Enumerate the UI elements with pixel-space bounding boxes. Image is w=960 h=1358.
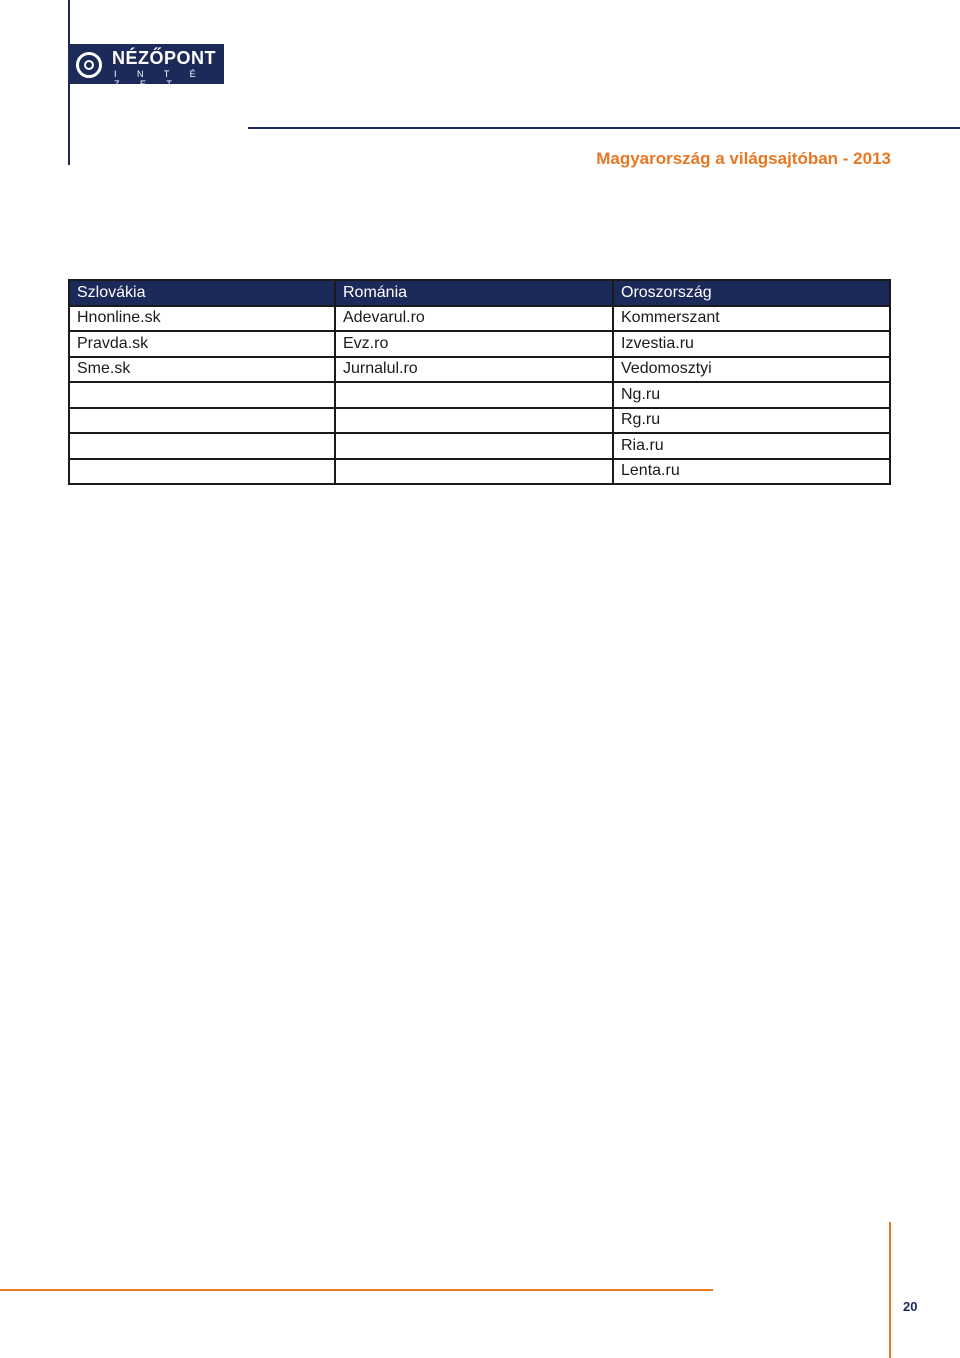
table-header-row [69,280,890,306]
table-cell [335,459,613,485]
table-cell: Rg.ru [613,408,890,434]
logo-name: NÉZŐPONT [112,48,217,68]
table-cell: Lenta.ru [613,459,890,485]
footer-vertical-rule [889,1222,891,1358]
table-cell: Hnonline.sk [69,306,335,332]
media-table [68,279,891,485]
footer-rule [0,1289,713,1291]
page-number: 20 [903,1299,918,1314]
table-cell: Adevarul.ro [335,306,613,332]
table-cell: Pravda.sk [69,331,335,357]
table-row [69,459,890,485]
table-cell: Vedomosztyi [613,357,890,383]
header-cell-slovakia: Szlovákia [69,280,335,306]
table-row [69,306,890,332]
table-cell [335,433,613,459]
header-cell-romania: Románia [335,280,613,306]
table-cell: Ria.ru [613,433,890,459]
table-cell: Izvestia.ru [613,331,890,357]
table-row [69,382,890,408]
table-cell [69,382,335,408]
header-rule [248,127,960,129]
table-row [69,408,890,434]
table-cell [69,433,335,459]
table-cell: Jurnalul.ro [335,357,613,383]
table-cell: Ng.ru [613,382,890,408]
table-cell [69,408,335,434]
table-cell [69,459,335,485]
table-cell: Evz.ro [335,331,613,357]
nezopont-logo [70,44,224,89]
table-cell: Kommerszant [613,306,890,332]
table-row [69,357,890,383]
header-cell-russia: Oroszország [613,280,890,306]
logo-subtitle: I N T É Z E T [114,69,205,89]
table-cell: Sme.sk [69,357,335,383]
table-row [69,433,890,459]
table-cell [335,382,613,408]
table-row [69,331,890,357]
document-title: Magyarország a világsajtóban - 2013 [596,149,891,168]
table-cell [335,408,613,434]
eye-logo-icon [76,52,102,78]
